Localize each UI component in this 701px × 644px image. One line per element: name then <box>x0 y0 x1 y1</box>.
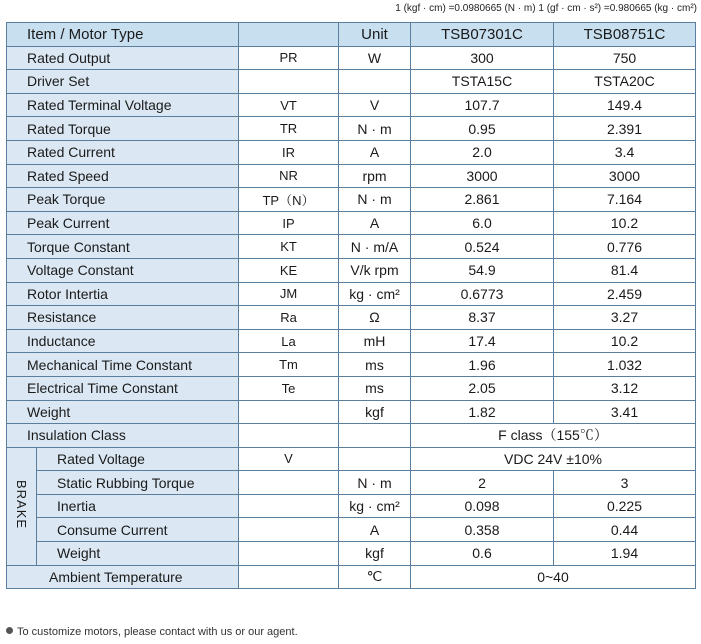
row-label: Rated Output <box>7 46 239 70</box>
table-row <box>7 235 696 259</box>
row-value-merged: F class（155℃） <box>411 424 696 448</box>
row-label: Static Rubbing Torque <box>37 471 239 495</box>
row-value-model-1: 6.0 <box>411 211 554 235</box>
row-symbol <box>239 565 339 589</box>
row-value-model-1: 0.098 <box>411 494 554 518</box>
row-value-model-2: 3000 <box>554 164 696 188</box>
row-label: Electrical Time Constant <box>7 376 239 400</box>
table-row <box>7 117 696 141</box>
row-symbol: La <box>239 329 339 353</box>
row-unit: kg · cm² <box>339 494 411 518</box>
table-row <box>7 258 696 282</box>
row-label: Resistance <box>7 306 239 330</box>
footer-note <box>6 626 298 638</box>
row-unit: rpm <box>339 164 411 188</box>
table-row-ambient <box>7 565 696 589</box>
row-value-model-2: 3.4 <box>554 140 696 164</box>
row-label: Rated Torque <box>7 117 239 141</box>
table-row <box>7 211 696 235</box>
header-model-2: TSB08751C <box>554 23 696 47</box>
row-value-merged: 0~40 <box>411 565 696 589</box>
table-row <box>7 400 696 424</box>
row-value-model-2: 0.225 <box>554 494 696 518</box>
row-value-merged: VDC 24V ±10% <box>411 447 696 471</box>
row-label: Weight <box>7 400 239 424</box>
row-symbol <box>239 471 339 495</box>
row-label: Rated Current <box>7 140 239 164</box>
table-row <box>7 70 696 94</box>
row-unit: kg · cm² <box>339 282 411 306</box>
row-label: Voltage Constant <box>7 258 239 282</box>
row-label: Rated Voltage <box>37 447 239 471</box>
table-row-brake <box>7 471 696 495</box>
table-header-row <box>7 23 696 47</box>
row-unit: Ω <box>339 306 411 330</box>
row-value-model-1: 1.96 <box>411 353 554 377</box>
motor-spec-table <box>6 22 696 589</box>
row-value-model-1: 2.05 <box>411 376 554 400</box>
row-label: Inductance <box>7 329 239 353</box>
row-symbol: IR <box>239 140 339 164</box>
row-symbol: PR <box>239 46 339 70</box>
row-label: Inertia <box>37 494 239 518</box>
row-unit: A <box>339 211 411 235</box>
row-value-model-1: 3000 <box>411 164 554 188</box>
row-unit: N · m/A <box>339 235 411 259</box>
row-symbol <box>239 494 339 518</box>
row-value-model-2: 10.2 <box>554 329 696 353</box>
row-value-model-2: 7.164 <box>554 188 696 212</box>
row-value-model-1: 0.6773 <box>411 282 554 306</box>
table-row <box>7 188 696 212</box>
unit-conversion-note: 1 (kgf · cm) =0.0980665 (N · m) 1 (gf · cm · s²) =0.980665 (kg · cm²) <box>395 3 697 14</box>
row-unit: W <box>339 46 411 70</box>
row-symbol <box>239 518 339 542</box>
header-item: Item / Motor Type <box>7 23 239 47</box>
row-value-model-2: 1.032 <box>554 353 696 377</box>
row-unit: kgf <box>339 400 411 424</box>
row-unit <box>339 70 411 94</box>
row-value-model-2: 2.391 <box>554 117 696 141</box>
row-label: Rotor Intertia <box>7 282 239 306</box>
row-symbol: KT <box>239 235 339 259</box>
row-label: Weight <box>37 542 239 566</box>
row-value-model-1: 0.358 <box>411 518 554 542</box>
row-value-model-2: 149.4 <box>554 93 696 117</box>
row-label: Insulation Class <box>7 424 239 448</box>
row-value-model-1: 107.7 <box>411 93 554 117</box>
bullet-icon <box>6 627 13 634</box>
row-value-model-1: 54.9 <box>411 258 554 282</box>
header-unit: Unit <box>339 23 411 47</box>
row-value-model-2: 2.459 <box>554 282 696 306</box>
table-row <box>7 282 696 306</box>
row-symbol <box>239 424 339 448</box>
row-label: Rated Terminal Voltage <box>7 93 239 117</box>
table-row <box>7 46 696 70</box>
row-value-model-2: 3.27 <box>554 306 696 330</box>
row-value-model-1: 2 <box>411 471 554 495</box>
row-unit: A <box>339 140 411 164</box>
brake-group-label <box>7 447 37 565</box>
table-row <box>7 329 696 353</box>
row-label: Peak Current <box>7 211 239 235</box>
header-symbol <box>239 23 339 47</box>
row-label: Peak Torque <box>7 188 239 212</box>
table-row <box>7 140 696 164</box>
row-value-model-1: 17.4 <box>411 329 554 353</box>
row-symbol <box>239 542 339 566</box>
table-row-brake <box>7 542 696 566</box>
row-symbol: TP（N） <box>239 188 339 212</box>
row-symbol: Te <box>239 376 339 400</box>
table-row <box>7 353 696 377</box>
row-unit: N · m <box>339 471 411 495</box>
row-label: Rated Speed <box>7 164 239 188</box>
spec-table-container <box>6 22 695 589</box>
row-unit: V/k rpm <box>339 258 411 282</box>
row-unit: mH <box>339 329 411 353</box>
row-value-model-1: 300 <box>411 46 554 70</box>
row-symbol: V <box>239 447 339 471</box>
row-value-model-2: 750 <box>554 46 696 70</box>
row-value-model-2: 3.12 <box>554 376 696 400</box>
row-symbol: IP <box>239 211 339 235</box>
row-unit: N · m <box>339 117 411 141</box>
row-symbol: KE <box>239 258 339 282</box>
table-row-brake <box>7 518 696 542</box>
row-label: Ambient Temperature <box>7 565 239 589</box>
row-symbol: Tm <box>239 353 339 377</box>
row-unit: N · m <box>339 188 411 212</box>
row-value-model-2: 81.4 <box>554 258 696 282</box>
row-value-model-1: 0.524 <box>411 235 554 259</box>
row-label: Mechanical Time Constant <box>7 353 239 377</box>
row-value-model-2: 0.44 <box>554 518 696 542</box>
row-unit: V <box>339 93 411 117</box>
row-value-model-2: 0.776 <box>554 235 696 259</box>
row-symbol <box>239 400 339 424</box>
row-value-model-2: 3 <box>554 471 696 495</box>
table-row-insulation <box>7 424 696 448</box>
row-value-model-1: 0.6 <box>411 542 554 566</box>
row-value-model-2: 3.41 <box>554 400 696 424</box>
row-unit <box>339 447 411 471</box>
table-row-brake <box>7 494 696 518</box>
row-unit: ℃ <box>339 565 411 589</box>
row-value-model-1: TSTA15C <box>411 70 554 94</box>
row-value-model-2: 10.2 <box>554 211 696 235</box>
row-unit: A <box>339 518 411 542</box>
row-value-model-1: 2.861 <box>411 188 554 212</box>
table-row <box>7 93 696 117</box>
row-value-model-1: 8.37 <box>411 306 554 330</box>
header-model-1: TSB07301C <box>411 23 554 47</box>
row-unit <box>339 424 411 448</box>
brake-label-text: BRAKE <box>14 480 29 530</box>
row-label: Driver Set <box>7 70 239 94</box>
row-symbol <box>239 70 339 94</box>
row-symbol: Ra <box>239 306 339 330</box>
row-symbol: JM <box>239 282 339 306</box>
table-row <box>7 376 696 400</box>
table-row <box>7 164 696 188</box>
row-symbol: NR <box>239 164 339 188</box>
row-value-model-1: 1.82 <box>411 400 554 424</box>
row-value-model-2: 1.94 <box>554 542 696 566</box>
row-symbol: VT <box>239 93 339 117</box>
table-row-brake <box>7 447 696 471</box>
footer-text: To customize motors, please contact with us or our agent. <box>17 626 298 638</box>
row-symbol: TR <box>239 117 339 141</box>
row-value-model-2: TSTA20C <box>554 70 696 94</box>
row-value-model-1: 0.95 <box>411 117 554 141</box>
row-label: Consume Current <box>37 518 239 542</box>
row-unit: ms <box>339 353 411 377</box>
row-unit: kgf <box>339 542 411 566</box>
row-value-model-1: 2.0 <box>411 140 554 164</box>
row-unit: ms <box>339 376 411 400</box>
table-row <box>7 306 696 330</box>
row-label: Torque Constant <box>7 235 239 259</box>
